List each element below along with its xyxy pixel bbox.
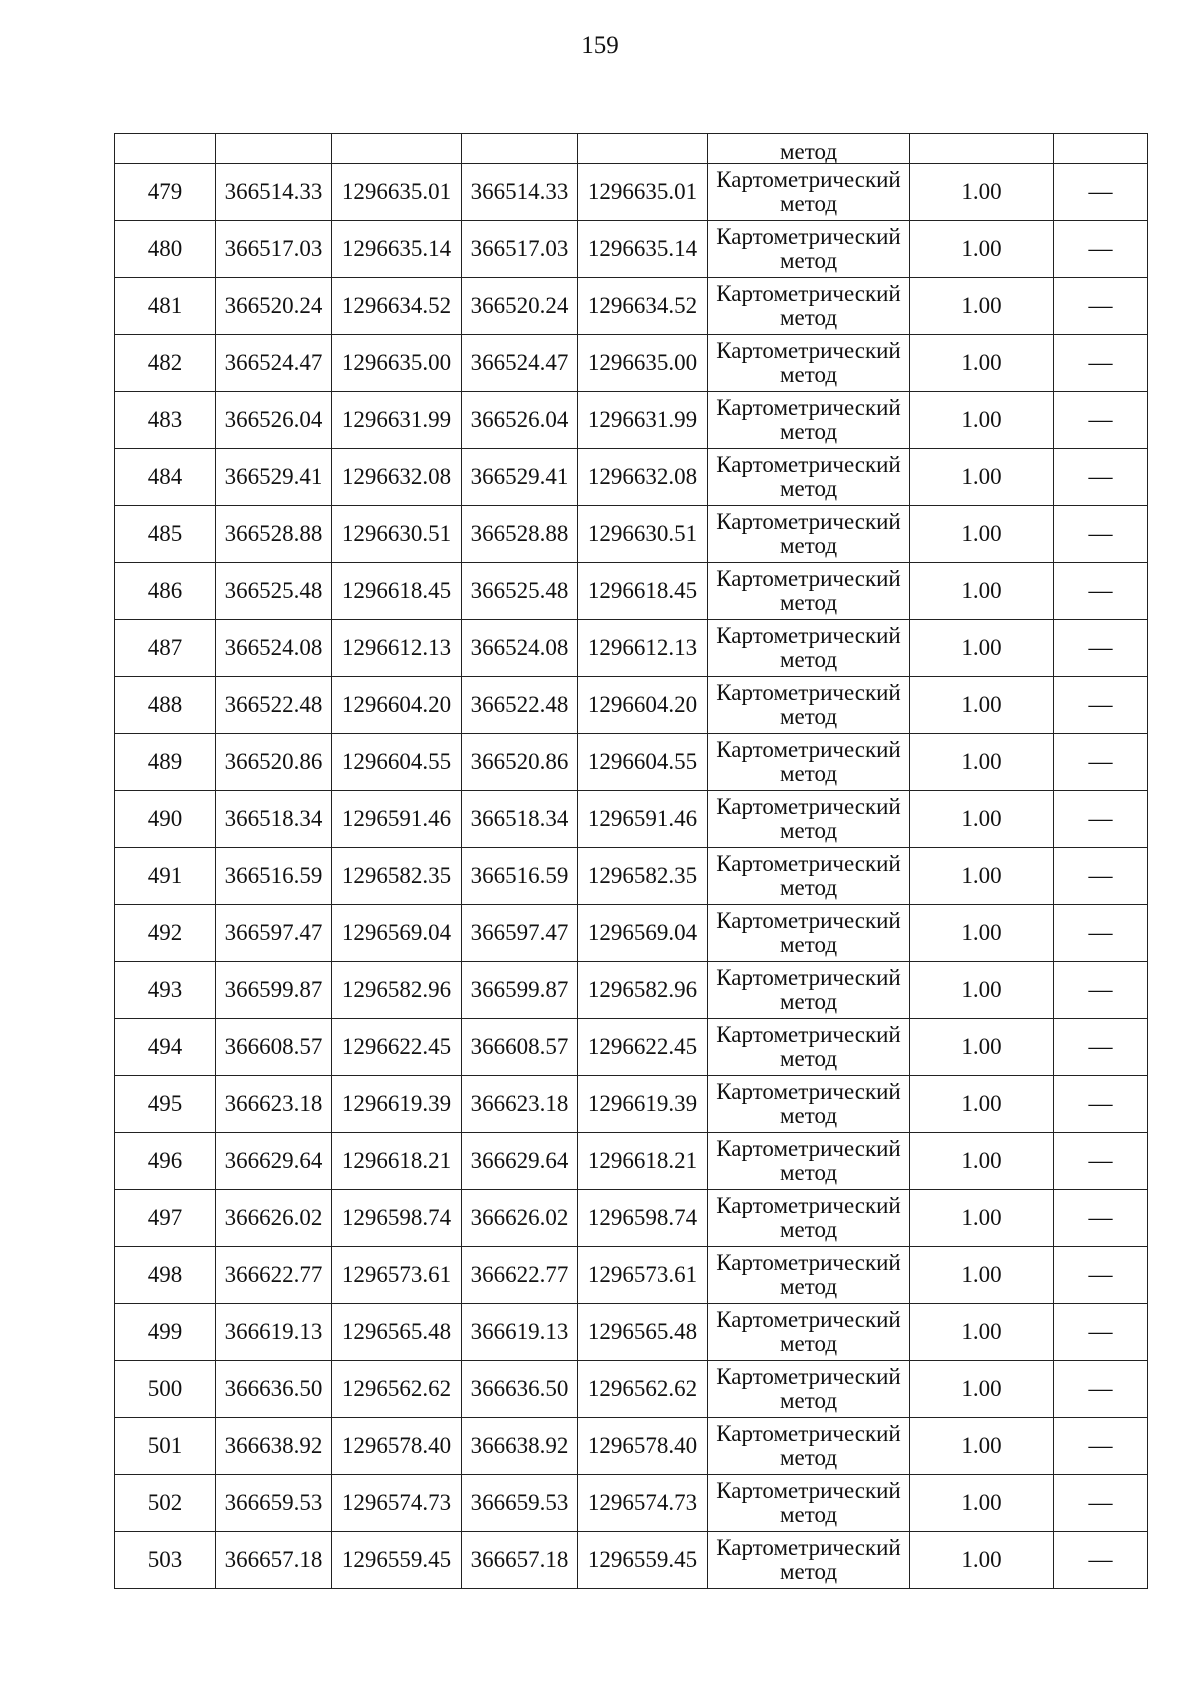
table-row (115, 1133, 1148, 1190)
cell-note: — (1054, 1475, 1148, 1532)
cell-x-coordinate: 366524.08 (216, 620, 332, 677)
cell-x-coordinate: 366518.34 (216, 791, 332, 848)
cell-x-coordinate: 366517.03 (216, 221, 332, 278)
cell-point-number: 503 (115, 1532, 216, 1589)
continued-row (115, 134, 1148, 164)
cell-x-coordinate: 366528.88 (216, 506, 332, 563)
method-line-1: Картометрический (716, 965, 901, 990)
cell-note: — (1054, 1361, 1148, 1418)
method-line-2: метод (779, 704, 838, 729)
cell-note: — (1054, 506, 1148, 563)
cell-method (708, 1133, 910, 1190)
cell-y-coordinate-new: 1296598.74 (578, 1190, 708, 1247)
cell-accuracy: 1.00 (910, 1247, 1054, 1304)
cell-y-coordinate: 1296631.99 (332, 392, 462, 449)
method-line-2: метод (779, 533, 838, 558)
cell-accuracy: 1.00 (910, 734, 1054, 791)
cell-y-coordinate-new: 1296604.20 (578, 677, 708, 734)
table-row (115, 962, 1148, 1019)
cell-y-coordinate: 1296635.00 (332, 335, 462, 392)
table-row (115, 1418, 1148, 1475)
cell-x-coordinate: 366626.02 (216, 1190, 332, 1247)
cell-y-coordinate-new: 1296630.51 (578, 506, 708, 563)
cell-x-coordinate: 366622.77 (216, 1247, 332, 1304)
cell-x-coordinate-new: 366622.77 (462, 1247, 578, 1304)
cell-y-coordinate-new: 1296573.61 (578, 1247, 708, 1304)
table-row (115, 1019, 1148, 1076)
cell-note: — (1054, 734, 1148, 791)
cell-accuracy: 1.00 (910, 1133, 1054, 1190)
method-line-1: Картометрический (716, 509, 901, 534)
cell-y-coordinate: 1296634.52 (332, 278, 462, 335)
table-row (115, 791, 1148, 848)
method-line-2: метод (779, 647, 838, 672)
method-line-1: Картометрический (716, 1250, 901, 1275)
cell-note: — (1054, 1532, 1148, 1589)
cell-y-coordinate: 1296630.51 (332, 506, 462, 563)
cell-x-coordinate-new: 366619.13 (462, 1304, 578, 1361)
cell-y-coordinate: 1296582.96 (332, 962, 462, 1019)
cell-y-coordinate: 1296569.04 (332, 905, 462, 962)
cell-accuracy: 1.00 (910, 335, 1054, 392)
cell-point-number: 482 (115, 335, 216, 392)
cell-accuracy: 1.00 (910, 620, 1054, 677)
method-line-2: метод (779, 1445, 838, 1470)
cell-y-coordinate: 1296618.21 (332, 1133, 462, 1190)
table-row (115, 1532, 1148, 1589)
cell-y-coordinate-new: 1296578.40 (578, 1418, 708, 1475)
cell-empty (332, 134, 462, 164)
cell-accuracy: 1.00 (910, 905, 1054, 962)
cell-method (708, 506, 910, 563)
cell-x-coordinate: 366657.18 (216, 1532, 332, 1589)
cell-point-number: 501 (115, 1418, 216, 1475)
cell-note: — (1054, 1076, 1148, 1133)
cell-y-coordinate: 1296618.45 (332, 563, 462, 620)
method-line-2: метод (779, 1160, 838, 1185)
cell-method (708, 335, 910, 392)
cell-point-number: 479 (115, 164, 216, 221)
cell-y-coordinate: 1296632.08 (332, 449, 462, 506)
method-line-1: Картометрический (716, 794, 901, 819)
cell-note: — (1054, 1133, 1148, 1190)
table-row (115, 335, 1148, 392)
cell-x-coordinate: 366619.13 (216, 1304, 332, 1361)
cell-point-number: 490 (115, 791, 216, 848)
cell-method (708, 278, 910, 335)
cell-point-number: 491 (115, 848, 216, 905)
cell-accuracy: 1.00 (910, 1190, 1054, 1247)
table-row (115, 1247, 1148, 1304)
cell-x-coordinate-new: 366514.33 (462, 164, 578, 221)
cell-accuracy: 1.00 (910, 791, 1054, 848)
cell-accuracy: 1.00 (910, 1361, 1054, 1418)
cell-method (708, 449, 910, 506)
cell-accuracy: 1.00 (910, 1076, 1054, 1133)
method-line-1: Картометрический (716, 1022, 901, 1047)
cell-method (708, 677, 910, 734)
cell-x-coordinate-new: 366526.04 (462, 392, 578, 449)
method-line-2: метод (779, 419, 838, 444)
cell-method (708, 905, 910, 962)
cell-y-coordinate: 1296604.55 (332, 734, 462, 791)
method-line-2: метод (779, 1559, 838, 1584)
cell-method (708, 1019, 910, 1076)
method-line-1: Картометрический (716, 1079, 901, 1104)
cell-point-number: 480 (115, 221, 216, 278)
method-line-1: Картометрический (716, 1364, 901, 1389)
cell-point-number: 502 (115, 1475, 216, 1532)
cell-x-coordinate: 366638.92 (216, 1418, 332, 1475)
cell-y-coordinate: 1296635.01 (332, 164, 462, 221)
cell-method (708, 1247, 910, 1304)
cell-x-coordinate-new: 366623.18 (462, 1076, 578, 1133)
cell-x-coordinate-new: 366629.64 (462, 1133, 578, 1190)
table-row (115, 449, 1148, 506)
table-row (115, 848, 1148, 905)
cell-point-number: 500 (115, 1361, 216, 1418)
method-line-1: Картометрический (716, 680, 901, 705)
cell-y-coordinate: 1296619.39 (332, 1076, 462, 1133)
cell-method (708, 791, 910, 848)
cell-accuracy: 1.00 (910, 1019, 1054, 1076)
cell-y-coordinate-new: 1296631.99 (578, 392, 708, 449)
table-row (115, 1304, 1148, 1361)
cell-note: — (1054, 449, 1148, 506)
cell-accuracy: 1.00 (910, 506, 1054, 563)
method-line-2: метод (779, 362, 838, 387)
cell-y-coordinate: 1296573.61 (332, 1247, 462, 1304)
cell-x-coordinate: 366524.47 (216, 335, 332, 392)
cell-method (708, 164, 910, 221)
cell-x-coordinate: 366514.33 (216, 164, 332, 221)
cell-point-number: 488 (115, 677, 216, 734)
cell-method (708, 1304, 910, 1361)
cell-x-coordinate: 366608.57 (216, 1019, 332, 1076)
table-row (115, 506, 1148, 563)
cell-x-coordinate: 366659.53 (216, 1475, 332, 1532)
cell-note: — (1054, 1418, 1148, 1475)
cell-method-continued (708, 134, 910, 164)
cell-note: — (1054, 1019, 1148, 1076)
method-line-1: Картометрический (716, 167, 901, 192)
cell-method (708, 1532, 910, 1589)
method-line-1: Картометрический (716, 452, 901, 477)
cell-note: — (1054, 677, 1148, 734)
cell-note: — (1054, 1247, 1148, 1304)
cell-x-coordinate: 366636.50 (216, 1361, 332, 1418)
cell-y-coordinate: 1296591.46 (332, 791, 462, 848)
cell-x-coordinate-new: 366626.02 (462, 1190, 578, 1247)
cell-method (708, 563, 910, 620)
method-line-2: метод (779, 1331, 838, 1356)
table-row (115, 677, 1148, 734)
cell-x-coordinate: 366599.87 (216, 962, 332, 1019)
cell-point-number: 489 (115, 734, 216, 791)
cell-method (708, 1418, 910, 1475)
cell-x-coordinate-new: 366529.41 (462, 449, 578, 506)
method-line-2: метод (779, 191, 838, 216)
cell-empty (216, 134, 332, 164)
cell-point-number: 492 (115, 905, 216, 962)
cell-x-coordinate: 366520.24 (216, 278, 332, 335)
method-line-2: метод (779, 1217, 838, 1242)
page-number: 159 (581, 32, 619, 59)
cell-y-coordinate: 1296612.13 (332, 620, 462, 677)
cell-x-coordinate-new: 366520.86 (462, 734, 578, 791)
cell-point-number: 498 (115, 1247, 216, 1304)
method-line-2: метод (779, 248, 838, 273)
cell-note: — (1054, 848, 1148, 905)
cell-note: — (1054, 791, 1148, 848)
method-line-1: Картометрический (716, 1535, 901, 1560)
cell-point-number: 493 (115, 962, 216, 1019)
table-row (115, 1361, 1148, 1418)
cell-method (708, 1190, 910, 1247)
cell-x-coordinate: 366522.48 (216, 677, 332, 734)
cell-x-coordinate-new: 366518.34 (462, 791, 578, 848)
cell-x-coordinate-new: 366516.59 (462, 848, 578, 905)
cell-point-number: 497 (115, 1190, 216, 1247)
cell-point-number: 495 (115, 1076, 216, 1133)
method-line-2: метод (779, 761, 838, 786)
cell-x-coordinate-new: 366517.03 (462, 221, 578, 278)
cell-accuracy: 1.00 (910, 962, 1054, 1019)
cell-x-coordinate: 366525.48 (216, 563, 332, 620)
method-line-2: метод (779, 989, 838, 1014)
cell-x-coordinate-new: 366638.92 (462, 1418, 578, 1475)
cell-y-coordinate-new: 1296632.08 (578, 449, 708, 506)
cell-method (708, 620, 910, 677)
cell-y-coordinate: 1296622.45 (332, 1019, 462, 1076)
cell-empty (578, 134, 708, 164)
cell-note: — (1054, 335, 1148, 392)
cell-method (708, 962, 910, 1019)
method-line-2: метод (779, 1103, 838, 1128)
cell-empty (462, 134, 578, 164)
cell-x-coordinate-new: 366657.18 (462, 1532, 578, 1589)
table-row (115, 164, 1148, 221)
cell-method (708, 734, 910, 791)
cell-point-number: 487 (115, 620, 216, 677)
cell-y-coordinate: 1296565.48 (332, 1304, 462, 1361)
cell-accuracy: 1.00 (910, 563, 1054, 620)
cell-x-coordinate: 366597.47 (216, 905, 332, 962)
cell-note: — (1054, 905, 1148, 962)
cell-y-coordinate-new: 1296604.55 (578, 734, 708, 791)
cell-point-number: 481 (115, 278, 216, 335)
table-row (115, 1475, 1148, 1532)
cell-point-number: 486 (115, 563, 216, 620)
cell-note: — (1054, 1190, 1148, 1247)
cell-y-coordinate: 1296559.45 (332, 1532, 462, 1589)
cell-y-coordinate-new: 1296569.04 (578, 905, 708, 962)
cell-y-coordinate-new: 1296622.45 (578, 1019, 708, 1076)
table-row (115, 905, 1148, 962)
method-line-2: метод (779, 305, 838, 330)
method-line-1: Картометрический (716, 851, 901, 876)
cell-y-coordinate: 1296578.40 (332, 1418, 462, 1475)
cell-point-number: 499 (115, 1304, 216, 1361)
coordinates-table (114, 133, 1148, 1589)
method-line-1: Картометрический (716, 1421, 901, 1446)
method-line-1: Картометрический (716, 566, 901, 591)
cell-method (708, 1076, 910, 1133)
method-line-1: Картометрический (716, 338, 901, 363)
method-line-2: метод (779, 590, 838, 615)
cell-y-coordinate-new: 1296582.35 (578, 848, 708, 905)
cell-note: — (1054, 392, 1148, 449)
cell-method (708, 1361, 910, 1418)
method-line-2: метод (779, 476, 838, 501)
cell-x-coordinate-new: 366520.24 (462, 278, 578, 335)
cell-empty (1054, 134, 1148, 164)
method-line-1: Картометрический (716, 1193, 901, 1218)
cell-x-coordinate: 366516.59 (216, 848, 332, 905)
method-line-1: Картометрический (716, 623, 901, 648)
cell-point-number: 484 (115, 449, 216, 506)
cell-y-coordinate-new: 1296635.00 (578, 335, 708, 392)
cell-note: — (1054, 1304, 1148, 1361)
cell-x-coordinate-new: 366597.47 (462, 905, 578, 962)
method-line-1: Картометрический (716, 908, 901, 933)
method-line-1: Картометрический (716, 1307, 901, 1332)
method-line-2: метод (779, 1274, 838, 1299)
cell-method (708, 1475, 910, 1532)
method-line-2: метод (779, 875, 838, 900)
cell-note: — (1054, 278, 1148, 335)
cell-x-coordinate-new: 366659.53 (462, 1475, 578, 1532)
method-line-2: метод (779, 932, 838, 957)
method-line-2: метод (779, 1046, 838, 1071)
table-row (115, 734, 1148, 791)
cell-y-coordinate-new: 1296635.01 (578, 164, 708, 221)
cell-y-coordinate: 1296598.74 (332, 1190, 462, 1247)
cell-x-coordinate: 366529.41 (216, 449, 332, 506)
method-line-1: Картометрический (716, 281, 901, 306)
method-line-1: Картометрический (716, 395, 901, 420)
method-line-1: Картометрический (716, 1478, 901, 1503)
cell-note: — (1054, 563, 1148, 620)
table-row (115, 1076, 1148, 1133)
cell-accuracy: 1.00 (910, 221, 1054, 278)
table-row (115, 1190, 1148, 1247)
cell-point-number: 494 (115, 1019, 216, 1076)
table-row (115, 563, 1148, 620)
cell-accuracy: 1.00 (910, 392, 1054, 449)
cell-y-coordinate-new: 1296618.45 (578, 563, 708, 620)
cell-accuracy: 1.00 (910, 1532, 1054, 1589)
cell-y-coordinate-new: 1296619.39 (578, 1076, 708, 1133)
cell-x-coordinate: 366520.86 (216, 734, 332, 791)
cell-y-coordinate-new: 1296618.21 (578, 1133, 708, 1190)
cell-accuracy: 1.00 (910, 278, 1054, 335)
table-row (115, 620, 1148, 677)
cell-x-coordinate-new: 366528.88 (462, 506, 578, 563)
table-body (115, 134, 1148, 1589)
cell-accuracy: 1.00 (910, 848, 1054, 905)
method-line-1: Картометрический (716, 737, 901, 762)
cell-accuracy: 1.00 (910, 677, 1054, 734)
table-row (115, 221, 1148, 278)
cell-x-coordinate-new: 366608.57 (462, 1019, 578, 1076)
cell-note: — (1054, 962, 1148, 1019)
cell-y-coordinate: 1296562.62 (332, 1361, 462, 1418)
cell-point-number: 485 (115, 506, 216, 563)
cell-accuracy: 1.00 (910, 1304, 1054, 1361)
cell-empty (910, 134, 1054, 164)
cell-y-coordinate-new: 1296634.52 (578, 278, 708, 335)
cell-y-coordinate: 1296604.20 (332, 677, 462, 734)
method-line-1: Картометрический (716, 1136, 901, 1161)
cell-y-coordinate: 1296582.35 (332, 848, 462, 905)
cell-y-coordinate: 1296635.14 (332, 221, 462, 278)
cell-y-coordinate-new: 1296565.48 (578, 1304, 708, 1361)
cell-y-coordinate-new: 1296582.96 (578, 962, 708, 1019)
cell-y-coordinate-new: 1296562.62 (578, 1361, 708, 1418)
method-line-2: метод (779, 818, 838, 843)
cell-point-number: 496 (115, 1133, 216, 1190)
method-line-2: метод (779, 1388, 838, 1413)
cell-y-coordinate-new: 1296612.13 (578, 620, 708, 677)
table-row (115, 392, 1148, 449)
table-row (115, 278, 1148, 335)
cell-x-coordinate: 366629.64 (216, 1133, 332, 1190)
cell-y-coordinate-new: 1296574.73 (578, 1475, 708, 1532)
cell-y-coordinate-new: 1296635.14 (578, 221, 708, 278)
cell-empty (115, 134, 216, 164)
cell-x-coordinate: 366623.18 (216, 1076, 332, 1133)
cell-method (708, 392, 910, 449)
cell-note: — (1054, 164, 1148, 221)
cell-y-coordinate-new: 1296591.46 (578, 791, 708, 848)
cell-point-number: 483 (115, 392, 216, 449)
cell-y-coordinate: 1296574.73 (332, 1475, 462, 1532)
cell-x-coordinate-new: 366525.48 (462, 563, 578, 620)
cell-y-coordinate-new: 1296559.45 (578, 1532, 708, 1589)
cell-x-coordinate-new: 366524.47 (462, 335, 578, 392)
cell-note: — (1054, 221, 1148, 278)
cell-accuracy: 1.00 (910, 1475, 1054, 1532)
cell-x-coordinate: 366526.04 (216, 392, 332, 449)
cell-accuracy: 1.00 (910, 449, 1054, 506)
method-line-1: Картометрический (716, 224, 901, 249)
cell-x-coordinate-new: 366524.08 (462, 620, 578, 677)
cell-accuracy: 1.00 (910, 1418, 1054, 1475)
cell-x-coordinate-new: 366636.50 (462, 1361, 578, 1418)
cell-accuracy: 1.00 (910, 164, 1054, 221)
cell-x-coordinate-new: 366522.48 (462, 677, 578, 734)
cell-note: — (1054, 620, 1148, 677)
cell-method (708, 221, 910, 278)
cell-method (708, 848, 910, 905)
cell-x-coordinate-new: 366599.87 (462, 962, 578, 1019)
method-continued-text: метод (779, 138, 838, 164)
method-line-2: метод (779, 1502, 838, 1527)
